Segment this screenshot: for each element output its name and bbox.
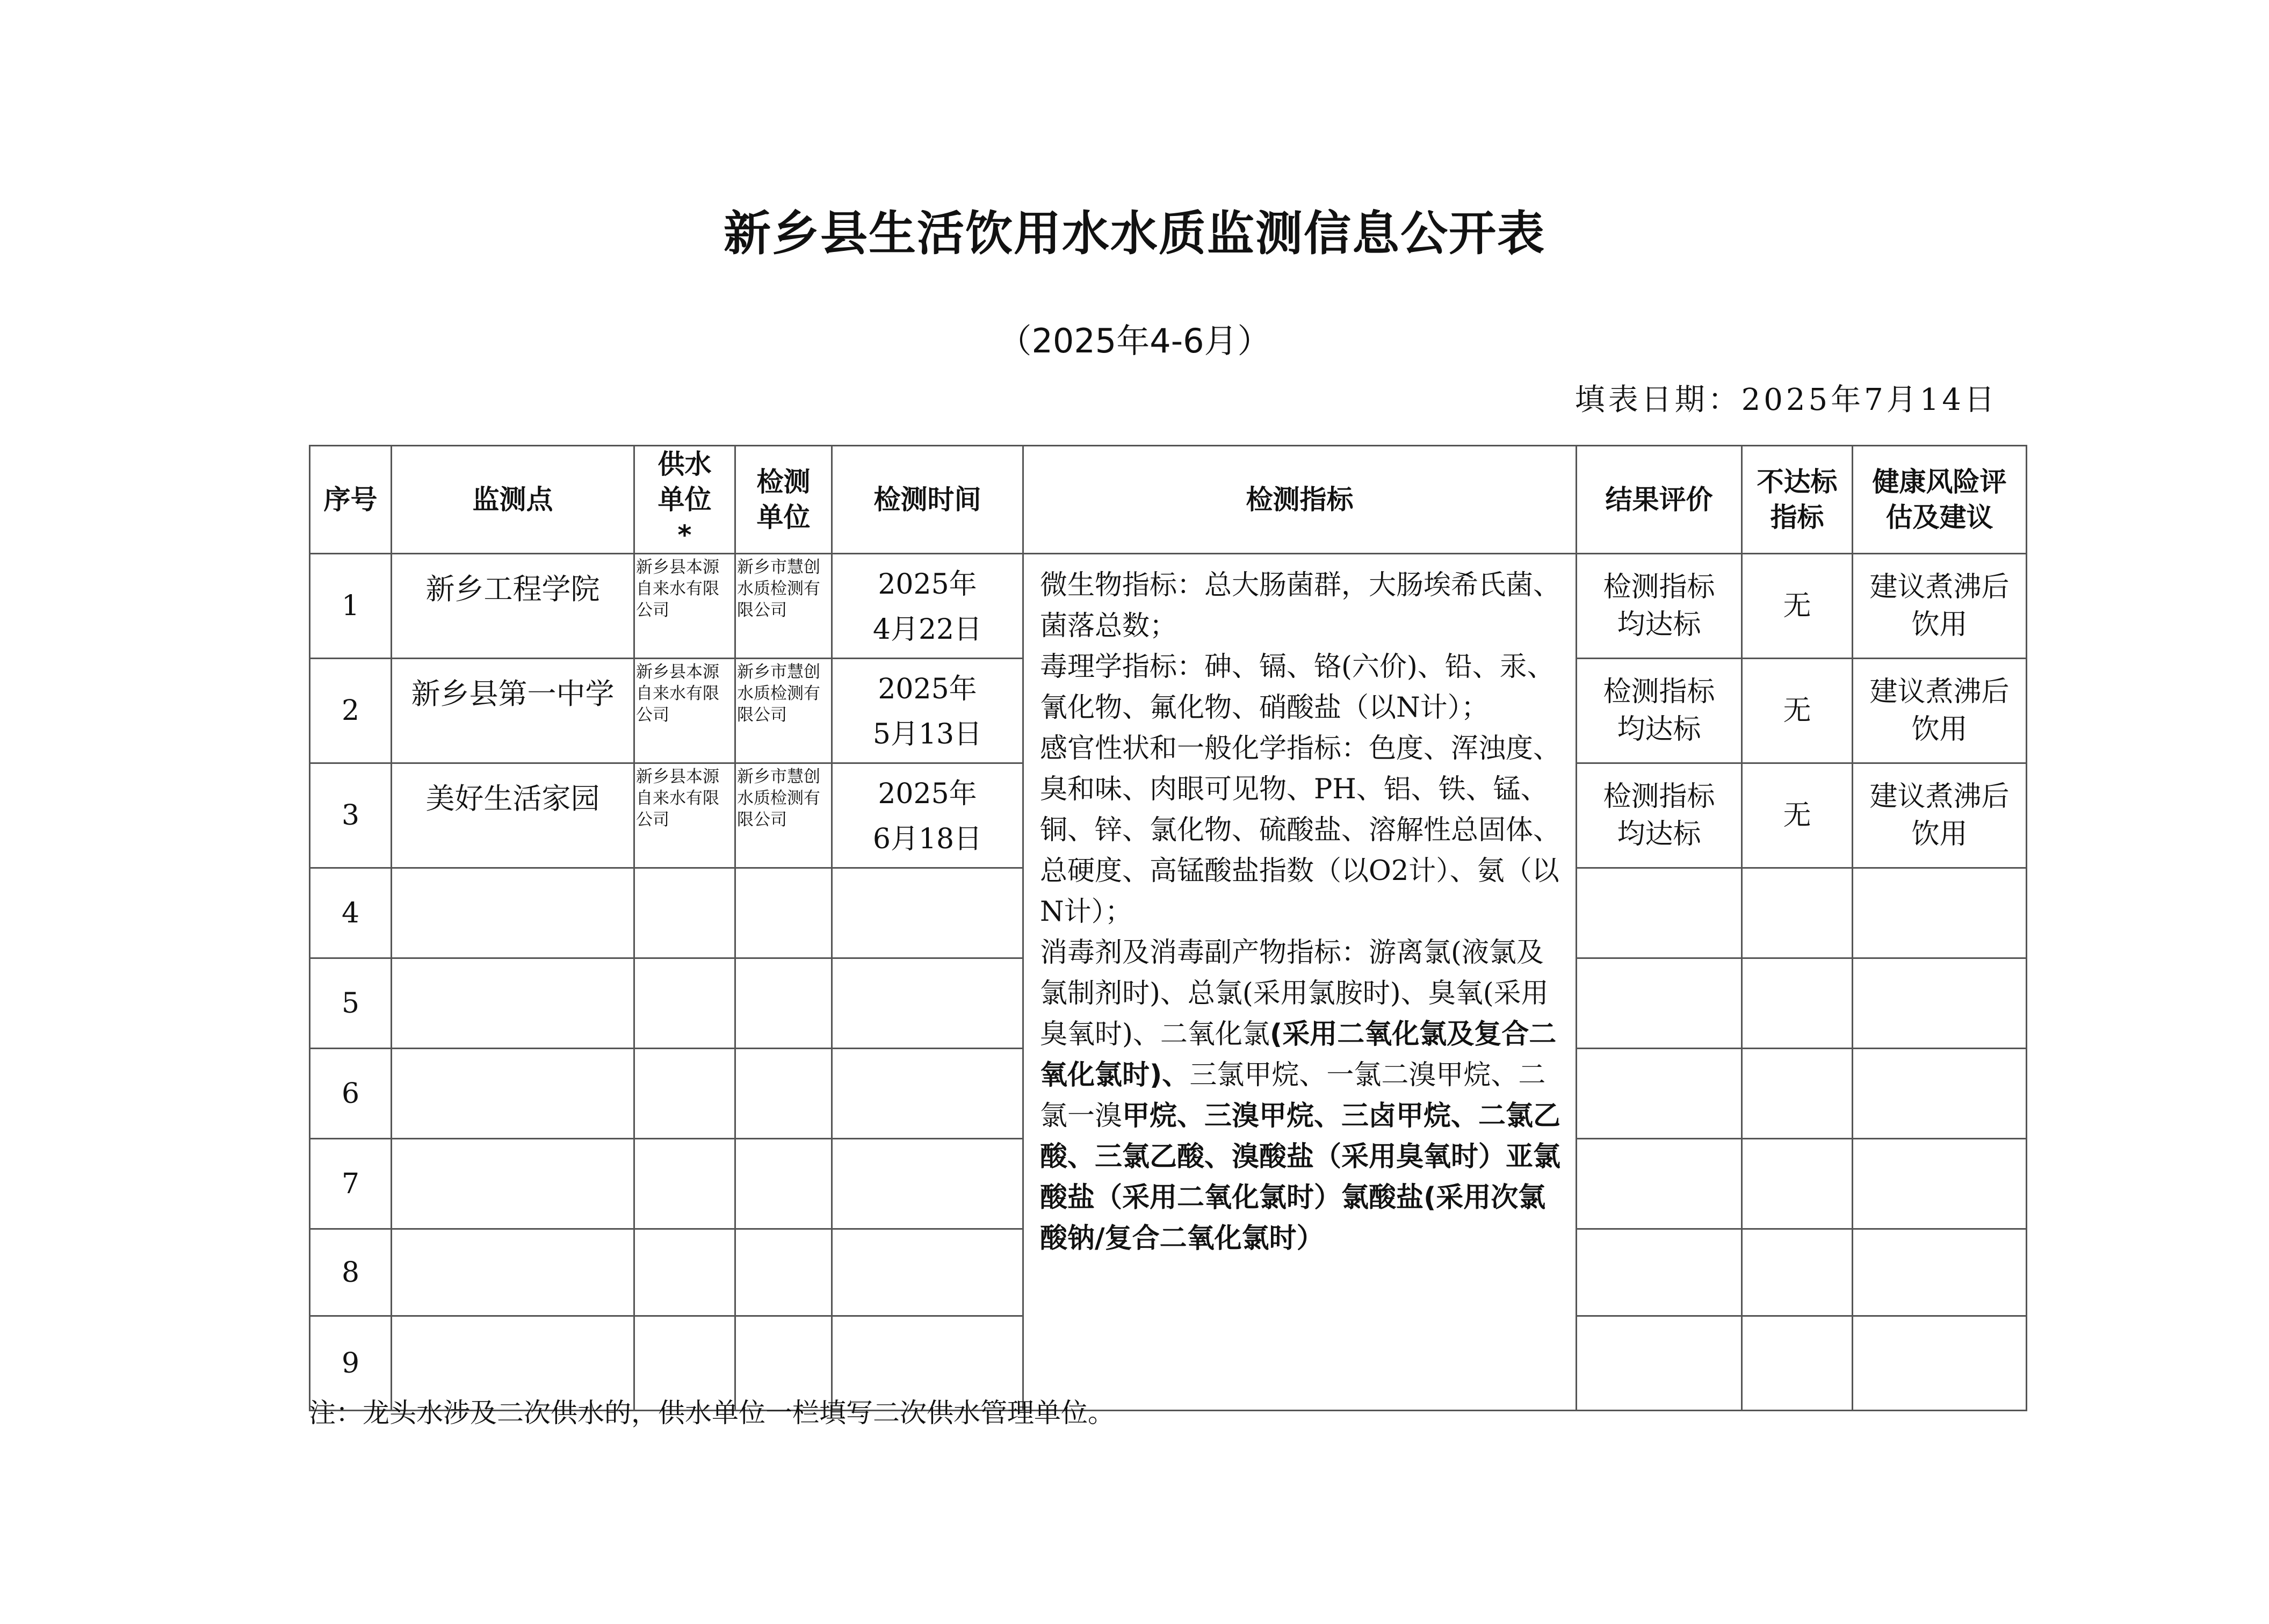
table-row [310,554,2027,659]
fill-date: 填表日期：2025年7月14日 [1574,382,1998,417]
empty-cell [832,1229,1023,1316]
empty-cell [634,1139,735,1229]
test-date [832,554,1023,659]
header-time: 检测时间 [832,446,1023,554]
header-site: 监测点 [392,446,634,554]
indicator-disinfectant-d: 甲烷、三溴甲烷、三卤甲烷、二氯乙酸、三氯乙酸、溴酸盐（采用臭氧时）亚氯酸盐（采用二氧化氯时）氯酸盐(采用次氯酸钠/复合二氧化氯时） [1040,1100,1561,1254]
header-supplier: 供水单位* [634,446,735,554]
supplier-cell: 新乡县本源自来水有限公司 [634,659,735,763]
empty-cell [392,1229,634,1316]
header-seq: 序号 [310,446,392,554]
empty-cell [634,1229,735,1316]
row-seq: 8 [310,1229,392,1316]
supplier-cell: 新乡县本源自来水有限公司 [634,554,735,659]
empty-cell [392,868,634,958]
empty-cell [1577,1049,1742,1139]
page-title: 新乡县生活饮用水水质监测信息公开表 [723,206,1545,261]
indicator-toxicology: 毒理学指标：砷、镉、铬(六价)、铅、汞、氰化物、氟化物、硝酸盐（以N计）； [1040,651,1555,724]
empty-cell [735,1049,832,1139]
indicators-cell [1023,554,1577,1411]
monitoring-site: 新乡工程学院 [392,554,634,659]
indicator-sensory: 感官性状和一般化学指标：色度、浑浊度、臭和味、肉眼可见物、PH、铝、铁、锰、铜、锌、氯化物、硫酸盐、溶解性总固体、总硬度、高锰酸盐指数（以O2计）、氨（以N计）； [1040,733,1561,928]
water-quality-table [309,445,2027,1411]
empty-cell [1742,1229,1853,1316]
empty-cell [1742,1316,1853,1411]
empty-cell [1853,1316,2027,1411]
header-lab: 检测单位 [735,446,832,554]
empty-cell [392,1049,634,1139]
header-row [310,446,2027,554]
substandard-cell: 无 [1742,554,1853,659]
empty-cell [634,958,735,1049]
test-date [832,763,1023,868]
test-date-year: 2025年 [878,673,977,705]
empty-cell [735,1139,832,1229]
empty-cell [1577,1139,1742,1229]
empty-cell [392,1139,634,1229]
header-result: 结果评价 [1577,446,1742,554]
result-cell: 检测指标均达标 [1577,659,1742,763]
empty-cell [1577,958,1742,1049]
empty-cell [634,868,735,958]
indicator-disinfectant-c: 三氯甲烷、一氯二溴甲烷、二氯一溴 [1040,1059,1546,1132]
test-date-day: 6月18日 [872,823,982,855]
indicator-disinfectant-b: (采用二氧化氯及复合二氧化氯时)、 [1040,1019,1557,1091]
empty-cell [1742,1049,1853,1139]
row-seq: 5 [310,958,392,1049]
result-cell: 检测指标均达标 [1577,554,1742,659]
header-advice: 健康风险评估及建议 [1853,446,2027,554]
indicator-disinfectant-a: 消毒剂及消毒副产物指标：游离氯(液氯及氯制剂时)、总氯(采用氯胺时)、臭氧(采用臭氧时)、二氧化氯 [1040,937,1549,1050]
empty-cell [1853,868,2027,958]
monitoring-site: 美好生活家园 [392,763,634,868]
empty-cell [1853,1049,2027,1139]
header-indicators: 检测指标 [1023,446,1577,554]
empty-cell [832,1049,1023,1139]
empty-cell [392,958,634,1049]
header-substandard: 不达标指标 [1742,446,1853,554]
advice-cell: 建议煮沸后饮用 [1853,763,2027,868]
substandard-cell: 无 [1742,763,1853,868]
lab-cell: 新乡市慧创水质检测有限公司 [735,659,832,763]
empty-cell [1577,868,1742,958]
test-date-day: 4月22日 [872,613,982,646]
empty-cell [1853,1139,2027,1229]
advice-cell: 建议煮沸后饮用 [1853,659,2027,763]
row-seq: 7 [310,1139,392,1229]
empty-cell [832,958,1023,1049]
empty-cell [1853,958,2027,1049]
monitoring-site: 新乡县第一中学 [392,659,634,763]
empty-cell [634,1049,735,1139]
row-seq: 6 [310,1049,392,1139]
empty-cell [1742,1139,1853,1229]
empty-cell [1853,1229,2027,1316]
empty-cell [1742,868,1853,958]
indicator-disinfectant [1040,933,1562,1259]
indicator-microbial: 微生物指标：总大肠菌群，大肠埃希氏菌、菌落总数； [1040,569,1561,642]
lab-cell: 新乡市慧创水质检测有限公司 [735,554,832,659]
empty-cell [832,868,1023,958]
row-seq: 2 [310,659,392,763]
substandard-cell: 无 [1742,659,1853,763]
row-seq: 1 [310,554,392,659]
result-cell: 检测指标均达标 [1577,763,1742,868]
row-seq: 3 [310,763,392,868]
supplier-cell: 新乡县本源自来水有限公司 [634,763,735,868]
footnote: 注：龙头水涉及二次供水的，供水单位一栏填写二次供水管理单位。 [309,1397,1115,1428]
test-date-day: 5月13日 [872,718,982,750]
empty-cell [735,958,832,1049]
test-date [832,659,1023,763]
empty-cell [735,1229,832,1316]
empty-cell [832,1139,1023,1229]
row-seq: 4 [310,868,392,958]
test-date-year: 2025年 [878,778,977,810]
test-date-year: 2025年 [878,568,977,601]
row-seq: 9 [310,1316,392,1411]
empty-cell [1577,1316,1742,1411]
advice-cell: 建议煮沸后饮用 [1853,554,2027,659]
empty-cell [735,868,832,958]
empty-cell [1577,1229,1742,1316]
empty-cell [1742,958,1853,1049]
period-subtitle: （2025年4-6月） [998,321,1271,360]
lab-cell: 新乡市慧创水质检测有限公司 [735,763,832,868]
